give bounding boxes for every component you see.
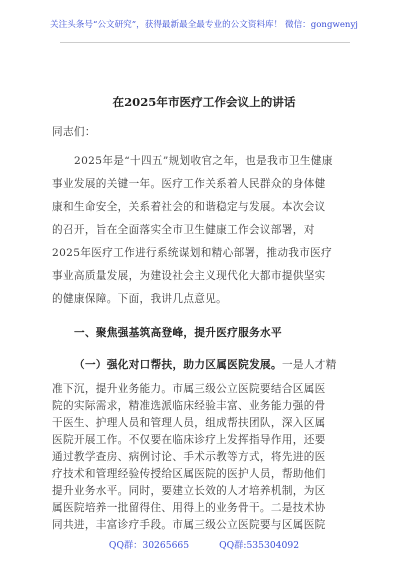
- body-line: 同共进，丰富诊疗手段。市属三级公立医院要与区属医院: [52, 519, 326, 531]
- intro-line: 事业发展的关键一年。医疗工作关系着人民群众的身体健: [52, 178, 326, 190]
- salutation: 同志们：: [52, 126, 96, 138]
- body-line: 干医生、护理人员和管理人员，组成帮扶团队，深入区属: [52, 417, 326, 429]
- body-line: 提升业务水平。同时，要建立长效的人才培养机制，为区: [52, 485, 326, 497]
- document-title: 在2025年市医疗工作会议上的讲话: [112, 95, 296, 109]
- footer-qq-group-1: QQ群：30265665: [108, 540, 190, 551]
- section-heading: 一、聚焦强基筑高登峰，提升医疗服务水平: [74, 327, 282, 339]
- body-line: 疗技术和管理经验传授给区属医院的医护人员，帮助他们: [52, 468, 326, 480]
- intro-line: 2025年是“十四五”规划收官之年，也是我市卫生健康: [74, 155, 333, 167]
- subsection-heading: （一）强化对口帮扶，助力区属医院发展。: [74, 359, 282, 371]
- footer-contacts: [0, 537, 408, 551]
- body-line: 属医院培养一批留得住、用得上的业务骨干。二是技术协: [52, 502, 326, 514]
- body-line: 准下沉，提升业务能力。市属三级公立医院要结合区属医: [52, 383, 326, 395]
- subsection-first-line: [74, 357, 337, 372]
- header-banner: 关注头条号“公文研究”，获得最新最全最专业的公文资料库！ 微信：gongwenyj: [50, 20, 358, 30]
- intro-line: 事业高质量发展，为建设社会主义现代化大都市提供坚实: [52, 270, 326, 282]
- subsection-lead: 一是人才精: [281, 359, 337, 371]
- footer-qq-group-2: QQ群:535304092: [219, 540, 300, 551]
- header-divider: [60, 42, 350, 43]
- intro-line: 康和生命安全，关系着社会的和谐稳定与发展。本次会议: [52, 201, 326, 213]
- intro-line: 的健康保障。下面，我讲几点意见。: [52, 293, 228, 305]
- body-line: 院的实际需求，精准选派临床经验丰富、业务能力强的骨: [52, 400, 326, 412]
- body-line: 医院开展工作。不仅要在临床诊疗上发挥指导作用，还要: [52, 434, 326, 446]
- body-line: 通过教学查房、病例讨论、手术示教等方式，将先进的医: [52, 451, 326, 463]
- intro-line: 的召开，旨在全面落实全市卫生健康工作会议部署，对: [52, 224, 315, 236]
- intro-line: 2025年医疗工作进行系统谋划和精心部署，推动我市医疗: [52, 247, 333, 259]
